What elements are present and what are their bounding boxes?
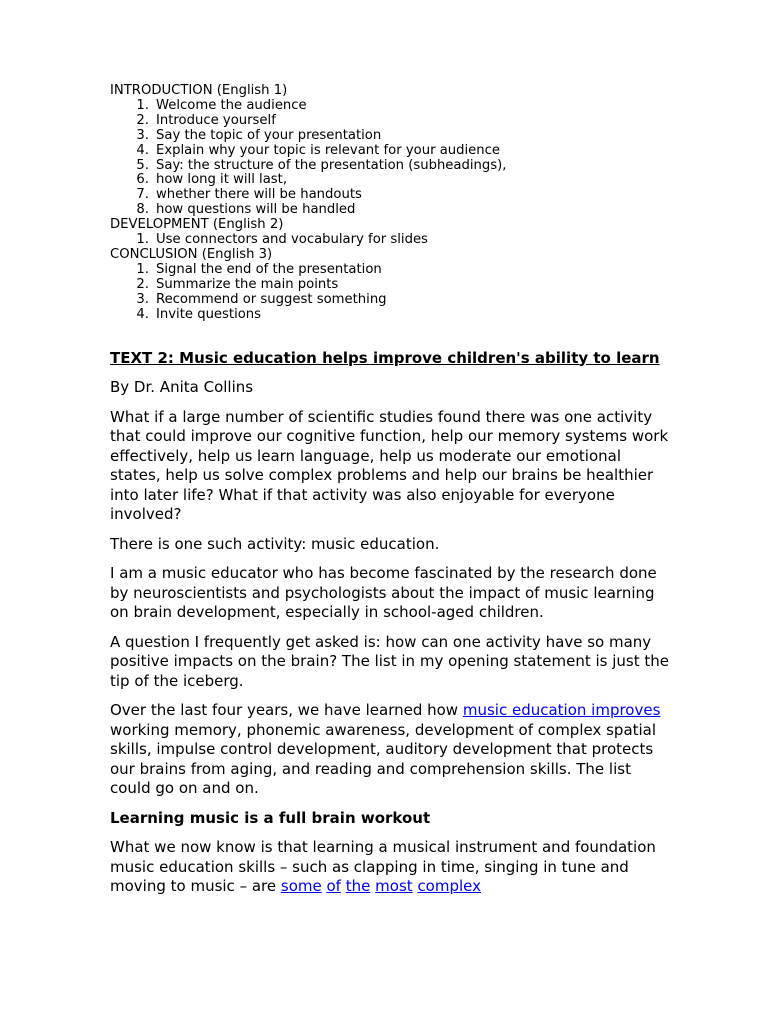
list-item: 8. how questions will be handled — [136, 202, 356, 218]
article-title: TEXT 2: Music education helps improve children's ability to learn — [110, 348, 660, 367]
section-heading: Learning music is a full brain workout — [110, 808, 431, 827]
paragraph: A question I frequently get asked is: how can one activity have so many positive impacts on the brain? The list in my opening statement is just the tip of the iceberg. — [110, 632, 669, 690]
development-list — [110, 233, 670, 248]
presentation-outline — [110, 84, 670, 323]
inline-link-complex[interactable]: complex — [417, 877, 482, 895]
inline-link-of[interactable]: of — [326, 877, 341, 895]
intro-list — [110, 99, 670, 218]
list-item: 6. how long it will last, — [136, 172, 288, 188]
article-byline: By Dr. Anita Collins — [110, 378, 254, 396]
paragraph: I am a music educator who has become fascinated by the research done by neuroscientists and psychologists about the impact of music learning on brain development, especially in school-aged children. — [110, 564, 657, 621]
inline-link-the[interactable]: the — [345, 877, 371, 895]
paragraph: What we now know is that learning a musical instrument and foundation music education skills – such as clapping in time, singing in tune and moving to music – are some of the most complex — [110, 838, 656, 895]
inline-link-most[interactable]: most — [375, 877, 413, 895]
paragraph: Over the last four years, we have learned how music education improves working memory, phonemic awareness, development of complex spatial skills, impulse control development, auditory development that protects our brains from aging, and reading and comprehension skills. The list could go on and on. — [110, 701, 661, 797]
list-item: 4. Explain why your topic is relevant for your audience — [136, 142, 501, 158]
list-item: 4. Invite questions — [136, 306, 262, 322]
conclusion-heading: CONCLUSION (English 3) — [110, 246, 273, 262]
development-heading: DEVELOPMENT (English 2) — [110, 217, 284, 233]
list-item: 1. Signal the end of the presentation — [136, 261, 382, 277]
paragraph: What if a large number of scientific studies found there was one activity that could improve our cognitive function, help our memory systems work effectively, help us learn language, help us moderate our emotional states, help us solve complex problems and help our brains be healthier into later life? What if that activity was also enjoyable for everyone involved? — [110, 407, 669, 523]
music-education-link[interactable]: music education improves — [462, 701, 661, 719]
list-item: 2. Introduce yourself — [136, 112, 276, 128]
intro-heading: INTRODUCTION (English 1) — [110, 83, 288, 98]
list-item: 1. Welcome the audience — [136, 97, 307, 113]
paragraph: There is one such activity: music education. — [110, 534, 440, 553]
list-item: 1. Use connectors and vocabulary for slides — [136, 232, 428, 248]
list-item: 7. whether there will be handouts — [136, 187, 362, 203]
document-page — [110, 84, 670, 907]
conclusion-list — [110, 263, 670, 323]
inline-link-some[interactable]: some — [280, 877, 322, 895]
list-item: 2. Summarize the main points — [136, 276, 339, 292]
list-item: 3. Recommend or suggest something — [136, 291, 387, 307]
list-item: 5. Say: the structure of the presentation (subheadings), — [136, 157, 507, 173]
list-item: 3. Say the topic of your presentation — [136, 127, 382, 143]
article — [110, 349, 670, 897]
